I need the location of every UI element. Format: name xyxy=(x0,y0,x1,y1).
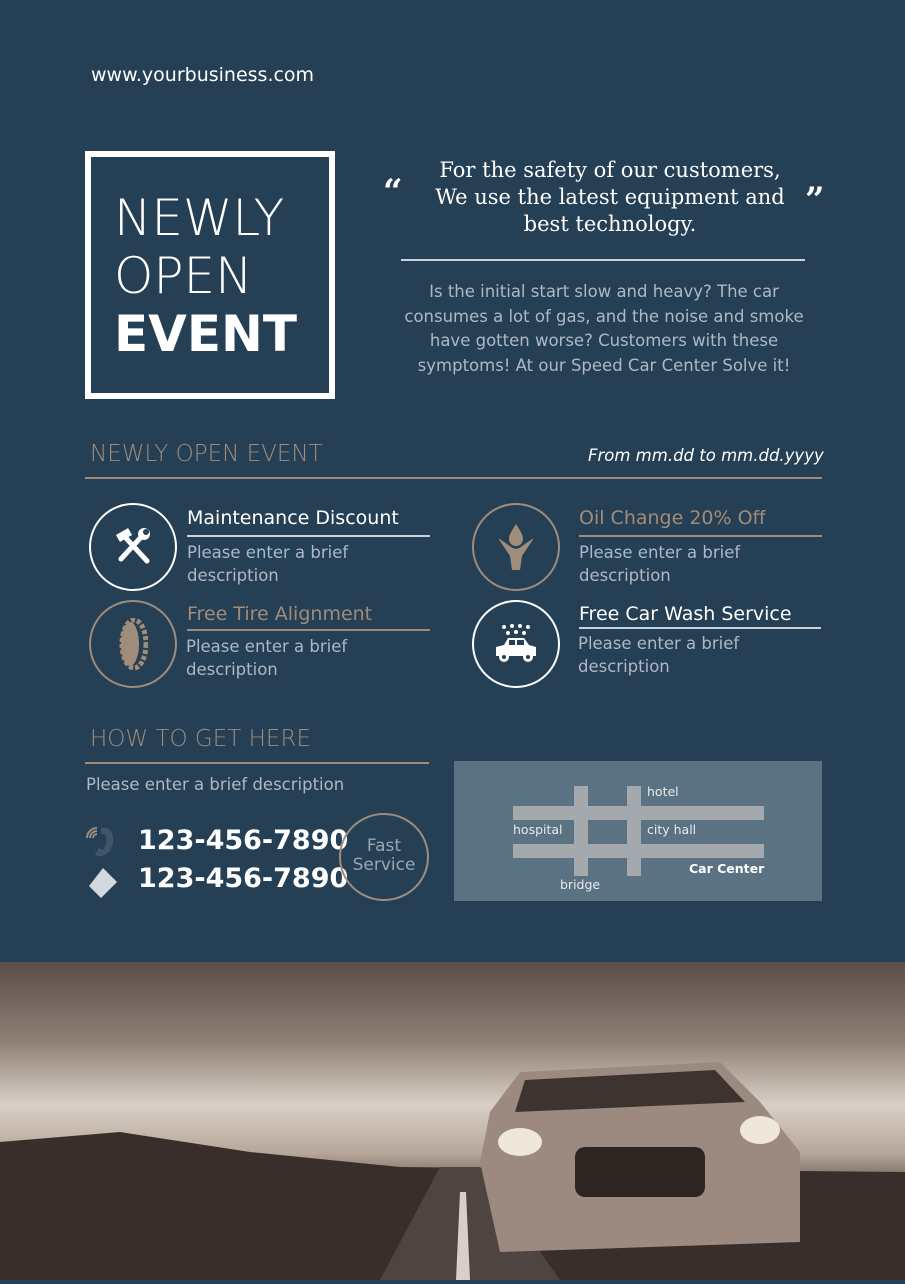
map-road xyxy=(574,786,588,876)
map-label-city-hall: city hall xyxy=(647,822,697,837)
phone-number[interactable]: 123-456-7890 xyxy=(138,825,349,856)
divider xyxy=(579,627,821,629)
map-label-hospital: hospital xyxy=(513,822,563,837)
quote-line: For the safety of our customers, xyxy=(439,158,781,182)
item-desc: Please enter a brief description xyxy=(578,634,740,676)
directions-heading: HOW TO GET HERE xyxy=(90,726,311,752)
bubble-line: Fast xyxy=(366,836,402,856)
item-desc: Please enter a brief description xyxy=(187,543,349,585)
divider xyxy=(85,762,429,764)
event-heading: NEWLY OPEN EVENT xyxy=(90,441,323,467)
bubble-line: Service xyxy=(352,855,416,875)
divider xyxy=(85,477,822,479)
car-road-photo xyxy=(0,962,905,1280)
title-line-3: EVENT xyxy=(114,305,297,363)
quote-line: We use the latest equipment and xyxy=(435,185,785,209)
map-label-car-center: Car Center xyxy=(689,861,765,876)
mobile-icon xyxy=(87,866,119,904)
car-wash-icon xyxy=(472,600,560,688)
divider xyxy=(187,629,430,631)
title-line-1: NEWLY xyxy=(114,189,285,247)
item-desc: Please enter a brief description xyxy=(579,543,741,585)
open-quote-icon: “ xyxy=(383,172,403,212)
intro-text: Is the initial start slow and heavy? The car consumes a lot of gas, and the noise and smoke have gotten worse? Customers with these symptoms! At our Speed Car Center Solve it! xyxy=(404,282,804,375)
map-label-bridge: bridge xyxy=(560,877,601,892)
item-title: Maintenance Discount xyxy=(187,507,399,529)
fast-service-bubble xyxy=(339,813,429,901)
divider xyxy=(401,259,805,261)
quote-line: best technology. xyxy=(523,212,697,236)
phone-icon xyxy=(85,824,119,862)
quote-text xyxy=(420,157,800,238)
map[interactable] xyxy=(454,761,822,901)
website-url[interactable]: www.yourbusiness.com xyxy=(91,64,315,86)
title-box xyxy=(85,151,335,399)
directions-desc: Please enter a brief description xyxy=(86,775,345,794)
tire-icon xyxy=(89,600,177,688)
close-quote-icon: ” xyxy=(805,180,825,220)
title-line-2: OPEN xyxy=(114,247,253,305)
map-road xyxy=(627,786,641,876)
tools-icon xyxy=(89,503,177,591)
item-title: Oil Change 20% Off xyxy=(579,507,766,529)
map-label-hotel: hotel xyxy=(647,784,679,799)
divider xyxy=(579,535,822,537)
item-desc: Please enter a brief description xyxy=(186,637,348,679)
mobile-number[interactable]: 123-456-7890 xyxy=(138,863,349,894)
item-title: Free Car Wash Service xyxy=(579,603,792,625)
item-title: Free Tire Alignment xyxy=(187,603,373,625)
divider xyxy=(187,535,430,537)
event-dates: From mm.dd to mm.dd.yyyy xyxy=(588,446,824,465)
oil-funnel-icon xyxy=(472,503,560,591)
